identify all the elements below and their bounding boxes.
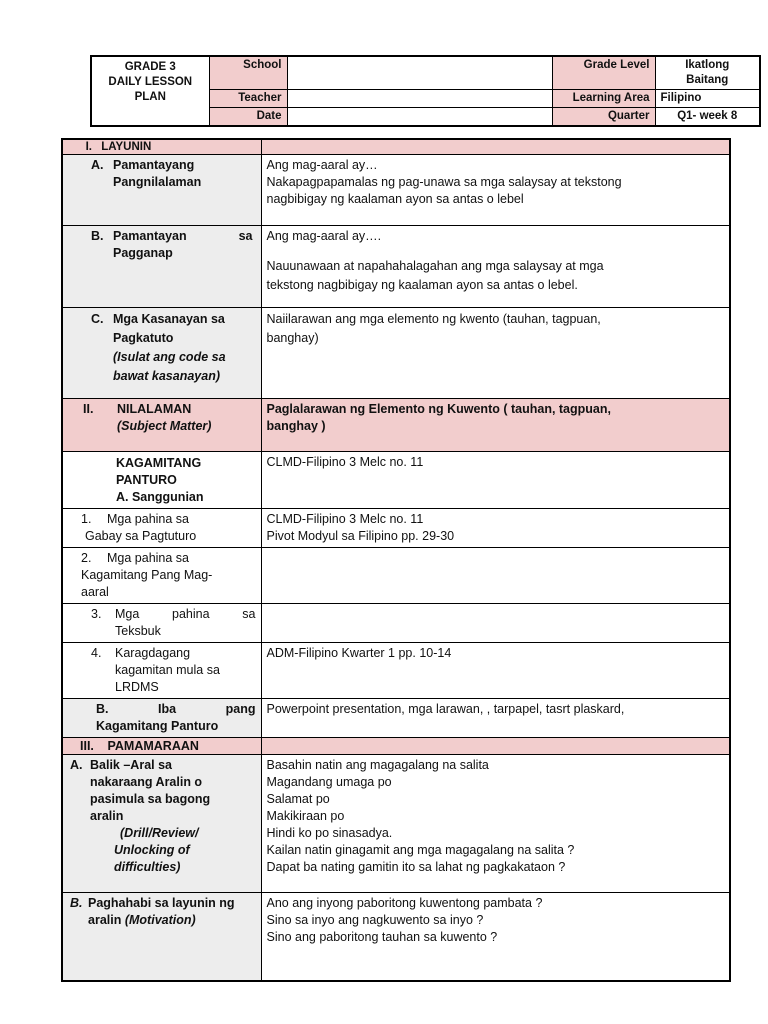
row-paghahabi: B. Paghahabi sa layunin ng aralin (Motivation) Ano ang inyong paboritong kuwentong pambata ? Sino sa inyo ang nagkuwento sa inyo ? Sino ang paboritong tauhan sa kuwento ? (62, 893, 730, 981)
grade-level-value[interactable]: Ikatlong Baitang (655, 56, 760, 90)
teacher-field[interactable] (287, 90, 552, 108)
lesson-plan-table (61, 138, 731, 982)
teacher-label: Teacher (209, 90, 287, 108)
section-number: I. (85, 141, 92, 153)
kagamitan-content[interactable]: CLMD-Filipino 3 Melc no. 11 (261, 452, 730, 509)
grade-level-label: Grade Level (552, 56, 655, 90)
nilalaman-content[interactable]: Paglalarawan ng Elemento ng Kuwento ( tauhan, tagpuan, banghay ) (261, 399, 730, 452)
row-pamantayan-pagganap: B. Pamantayan sa Pagganap Ang mag-aaral ay…. Nauunawaan at napahahalagahan ang mga salaysay at mga tekstong nagbibigay ng kaalaman ayon sa antas o lebel. (62, 226, 730, 308)
row-ref-teksbuk: 3. Mga pahina sa Teksbuk (62, 604, 730, 643)
row-kagamitan: KAGAMITANG PANTURO A. Sanggunian CLMD-Filipino 3 Melc no. 11 (62, 452, 730, 509)
section-pamamaraan: III. PAMAMARAAN (62, 738, 730, 755)
date-field[interactable] (287, 108, 552, 127)
ref-teksbuk-content[interactable] (261, 604, 730, 643)
iba-pang-kagamitan-content[interactable]: Powerpoint presentation, mga larawan, , tarpapel, tasrt plaskard, (261, 699, 730, 738)
learning-area-value[interactable]: Filipino (655, 90, 760, 108)
balik-aral-content[interactable]: Basahin natin ang magagalang na salita Magandang umaga po Salamat po Makikiraan po Hindi ko po sinasadya. Kailan natin ginagamit ang mga magagalang na salita ? Dapat ba nating gamitin ito sa lahat ng pagkakataon ? (261, 755, 730, 893)
date-label: Date (209, 108, 287, 127)
pamantayang-content[interactable]: Ang mag-aaral ay… Nakapagpapamalas ng pag-unawa sa mga salaysay at tekstong nagbibigay ng kaalaman ayon sa antas o lebel (261, 155, 730, 226)
ref-lrdms-content[interactable]: ADM-Filipino Kwarter 1 pp. 10-14 (261, 643, 730, 699)
ref-mag-aaral-content[interactable] (261, 548, 730, 604)
quarter-label: Quarter (552, 108, 655, 127)
dlp-title: GRADE 3 DAILY LESSON PLAN (91, 56, 209, 126)
row-ref-gabay: 1. Mga pahina sa Gabay sa Pagtuturo CLMD-Filipino 3 Melc no. 11 Pivot Modyul sa Filipino pp. 29-30 (62, 509, 730, 548)
row-pamantayang-pangnilalaman: A. Pamantayang Pangnilalaman Ang mag-aaral ay… Nakapagpapamalas ng pag-unawa sa mga salaysay at tekstong nagbibigay ng kaalaman ayon sa antas o lebel (62, 155, 730, 226)
school-field[interactable] (287, 56, 552, 90)
section-nilalaman: II. NILALAMAN (Subject Matter) Paglalarawan ng Elemento ng Kuwento ( tauhan, tagpuan, banghay ) (62, 399, 730, 452)
section-title: LAYUNIN (101, 141, 152, 153)
header-table (90, 55, 761, 127)
school-label: School (209, 56, 287, 90)
row-ref-kagamitang-pang-mag-aaral: 2. Mga pahina sa Kagamitang Pang Mag- aaral (62, 548, 730, 604)
ref-gabay-content[interactable]: CLMD-Filipino 3 Melc no. 11 Pivot Modyul sa Filipino pp. 29-30 (261, 509, 730, 548)
row-kasanayan: C. Mga Kasanayan sa Pagkatuto (Isulat ang code sa bawat kasanayan) Naiilarawan ang mga elemento ng kwento (tauhan, tagpuan, banghay) (62, 308, 730, 399)
row-ref-lrdms: 4. Karagdagang kagamitan mula sa LRDMS ADM-Filipino Kwarter 1 pp. 10-14 (62, 643, 730, 699)
section-layunin (62, 139, 730, 155)
quarter-value[interactable]: Q1- week 8 (655, 108, 760, 127)
row-iba-pang-kagamitan: B. Iba pang Kagamitang Panturo Powerpoint presentation, mga larawan, , tarpapel, tasrt plaskard, (62, 699, 730, 738)
learning-area-label: Learning Area (552, 90, 655, 108)
kasanayan-content[interactable]: Naiilarawan ang mga elemento ng kwento (tauhan, tagpuan, banghay) (261, 308, 730, 399)
pamantayan-content[interactable]: Ang mag-aaral ay…. Nauunawaan at napahahalagahan ang mga salaysay at mga tekstong nagbibigay ng kaalaman ayon sa antas o lebel. (261, 226, 730, 308)
paghahabi-content[interactable]: Ano ang inyong paboritong kuwentong pambata ? Sino sa inyo ang nagkuwento sa inyo ? Sino ang paboritong tauhan sa kuwento ? (261, 893, 730, 981)
row-balik-aral: A. Balik –Aral sa nakaraang Aralin o pasimula sa bagong aralin (Drill/Review/ Unlocking of difficulties) Basahin natin ang magagalang na salita Magandang umaga po Salamat po Makikiraan po Hindi ko po sinasadya. Kailan natin ginagamit ang mga magagalang na salita ? Dapat ba nating gamitin ito sa lahat ng pagkakataon ? (62, 755, 730, 893)
